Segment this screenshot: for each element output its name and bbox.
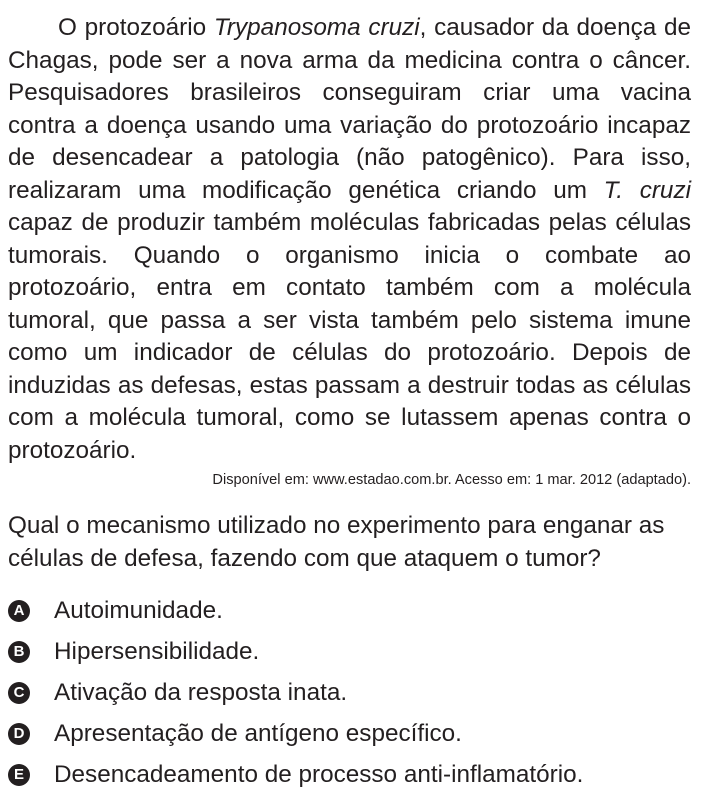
option-c-letter-badge: C bbox=[8, 682, 30, 704]
source-citation: Disponível em: www.estadao.com.br. Acesso em: 1 mar. 2012 (adaptado). bbox=[212, 472, 691, 488]
option-e-letter-badge: E bbox=[8, 764, 30, 786]
answer-options bbox=[8, 590, 694, 795]
option-a-text: Autoimunidade. bbox=[54, 596, 223, 624]
question-text: Qual o mecanismo utilizado no experimento para enganar as células de defesa, fazendo com que ataquem o tumor? bbox=[8, 512, 665, 572]
option-b-letter-badge: B bbox=[8, 641, 30, 663]
option-d[interactable] bbox=[8, 713, 694, 754]
option-b-text: Hipersensibilidade. bbox=[54, 637, 260, 665]
passage-text bbox=[8, 12, 691, 467]
option-e[interactable] bbox=[8, 754, 694, 795]
option-c-text: Ativação da resposta inata. bbox=[54, 678, 348, 706]
species-name-italic: Trypanosoma cruzi bbox=[213, 14, 420, 41]
passage-part-3: capaz de produzir também moléculas fabricadas pelas células tumorais. Quando o organismo inicia o combate ao protozoário, entra em contato também com a molécula tumoral, que passa a ser vista também pelo sistema imune como um indicador de células do protozoário. Depois de induzidas as defesas, estas passam a destruir todas as células com a molécula tumoral, como se lutassem apenas contra o protozoário. bbox=[8, 209, 691, 464]
option-a-letter-badge: A bbox=[8, 600, 30, 622]
option-b[interactable] bbox=[8, 631, 694, 672]
option-d-text: Apresentação de antígeno específico. bbox=[54, 719, 462, 747]
species-abbrev-italic: T. cruzi bbox=[603, 176, 691, 204]
option-c[interactable] bbox=[8, 672, 694, 713]
passage-part-1: O protozoário bbox=[58, 14, 214, 41]
option-e-text: Desencadeamento de processo anti-inflamatório. bbox=[54, 760, 584, 788]
passage-part-2: , causador da doença de Chagas, pode ser a nova arma da medicina contra o câncer. Pesquisadores brasileiros conseguiram criar uma vacina contra a doença usando uma variação do protozoário incapaz de desencadear a patologia (não patogênico). Para isso, realizaram uma modificação genética criando um bbox=[8, 14, 691, 204]
option-d-letter-badge: D bbox=[8, 723, 30, 745]
option-a[interactable] bbox=[8, 590, 694, 631]
